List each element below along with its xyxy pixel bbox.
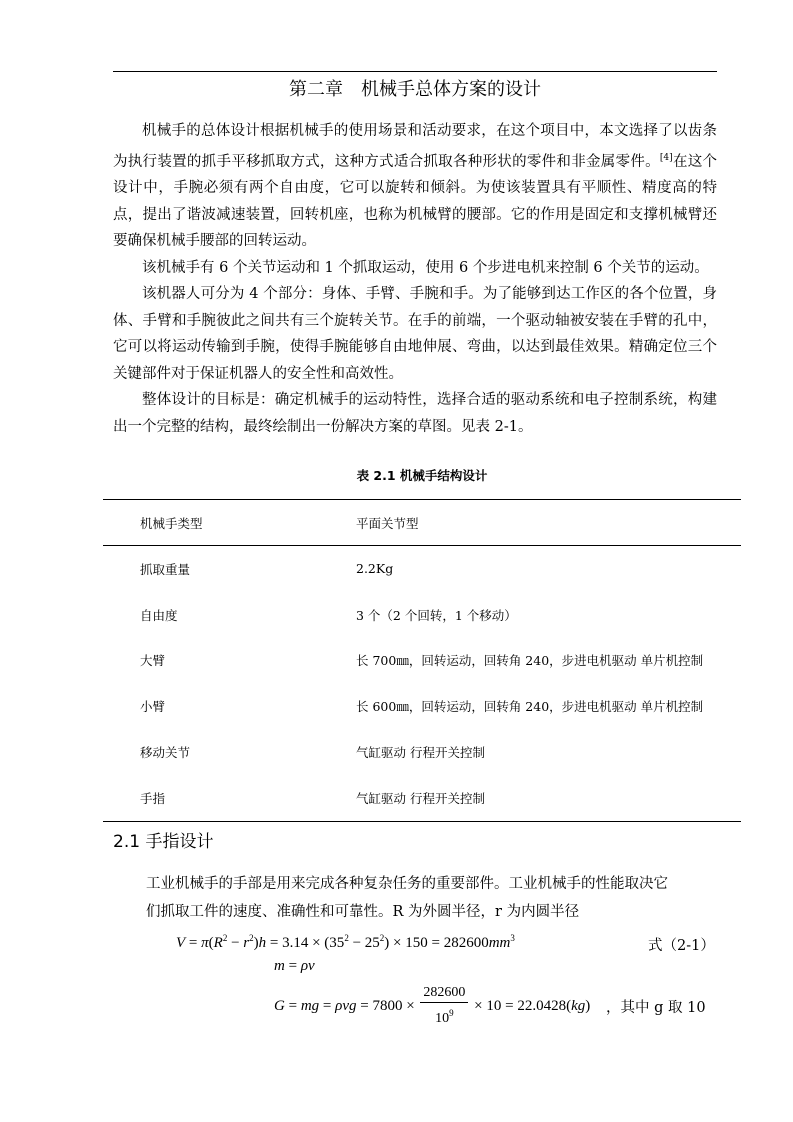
- paragraph-2: 该机械手有 6 个关节运动和 1 个抓取运动，使用 6 个步进电机来控制 6 个关节的运动。: [142, 259, 709, 276]
- table-cell-value: 气缸驱动 行程开关控制: [356, 745, 485, 761]
- paragraph-1-part-b: 在这个设计中，手腕必须有两个自由度，它可以旋转和倾斜。为使该装置具有平顺性、精度高的特点，提出了谐波减速装置，回转机座，也称为机械臂的腰部。它的作用是固定和支撑机械臂还要确保机械手腰部的回转运动。: [113, 153, 717, 249]
- equation-volume-result: 282600: [443, 935, 489, 951]
- section-line-1: 工业机械手的手部是用来完成各种复杂任务的重要部件。工业机械手的性能取决它: [146, 876, 668, 892]
- table-cell-label: 抓取重量: [140, 561, 191, 577]
- table-cell-value: 气缸驱动 行程开关控制: [320, 775, 741, 821]
- paragraph-1-part-a: 机械手的总体设计根据机械手的使用场景和活动要求，在这个项目中，本文选择了以齿条为执行装置的抓手平移抓取方式，这种方式适合抓取各种形状的零件和非金属零件。: [113, 123, 717, 170]
- table-row: [103, 775, 741, 821]
- table-cell-value: 长 700㎜，回转运动，回转角 240，步进电机驱动 单片机控制: [356, 653, 704, 669]
- table-row: [103, 638, 741, 684]
- table-row: [103, 592, 741, 638]
- table-cell-label: 大臂: [140, 653, 166, 669]
- table-row: [103, 729, 741, 775]
- body-text-block: [113, 118, 717, 440]
- table-cell-label: 小臂: [140, 699, 166, 715]
- table-cell-value: 2.2Kg: [356, 561, 394, 577]
- equation-volume: $V = \pi(R^2 - r^2)h = 3.14 \times (35^2 - 25^2) \times 150 = 282600mm^3$: [176, 933, 515, 951]
- header-rule: [113, 71, 717, 72]
- equation-gravity-result: 22.0428: [517, 997, 567, 1014]
- table-header-row: [103, 500, 741, 546]
- equation-mass: m = ρv: [274, 958, 315, 974]
- fraction-denominator: $10^9$: [435, 1008, 454, 1026]
- equation-label: 式（2-1）: [648, 938, 715, 954]
- table-cell-value: 3 个（2 个回转，1 个移动）: [356, 607, 517, 623]
- table-header-cell: 平面关节型: [320, 500, 741, 546]
- equation-gravity: G = mg = ρvg = 7800 × $\frac{282600}{10^9}$ × 10 = 22.0428(kg): [274, 984, 590, 1029]
- table-caption: 表 2.1 机械手结构设计: [356, 468, 488, 483]
- table-cell-value: 长 600㎜，回转运动，回转角 240，步进电机驱动 单片机控制: [356, 699, 704, 715]
- fraction-denominator-base: 10: [435, 1011, 450, 1026]
- chapter-title: 第二章 机械手总体方案的设计: [289, 79, 541, 100]
- table-header-cell: 机械手类型: [103, 500, 320, 546]
- equation-volume-unit: mm: [488, 935, 511, 951]
- table-row: [103, 546, 741, 592]
- paragraph-3: 该机器人可分为 4 个部分：身体、手臂、手腕和手。为了能够到达工作区的各个位置，身体、手臂和手腕彼此之间共有三个旋转关节。在手的前端，一个驱动轴被安装在手臂的孔中，它可以将运动传输到手腕，使得手腕能够自由地伸展、弯曲，以达到最佳效果。精确定位三个关键部件对于保证机器人的安全性和高效性。: [113, 286, 717, 382]
- equation-fraction: [420, 984, 468, 1029]
- section-line-2: 们抓取工件的速度、准确性和可靠性。R 为外圆半径，r 为内圆半径: [146, 904, 580, 920]
- table-cell-label: 手指: [103, 775, 320, 821]
- paragraph-4: 整体设计的目标是：确定机械手的运动特性，选择合适的驱动系统和电子控制系统，构建出一个完整的结构，最终绘制出一份解决方案的草图。见表 2-1。: [113, 392, 717, 435]
- paragraph-1: [113, 118, 717, 255]
- table-cell-label: 自由度: [140, 607, 178, 623]
- spec-table: [103, 499, 741, 822]
- table-cell-label: 移动关节: [140, 745, 191, 761]
- table-row: [103, 683, 741, 729]
- citation-ref: [4]: [659, 152, 673, 163]
- fraction-numerator: 282600: [420, 984, 468, 1003]
- section-paragraph: [146, 870, 716, 926]
- equation-note: ，其中 g 取 10: [606, 1000, 706, 1016]
- section-heading: 2.1 手指设计: [113, 832, 214, 852]
